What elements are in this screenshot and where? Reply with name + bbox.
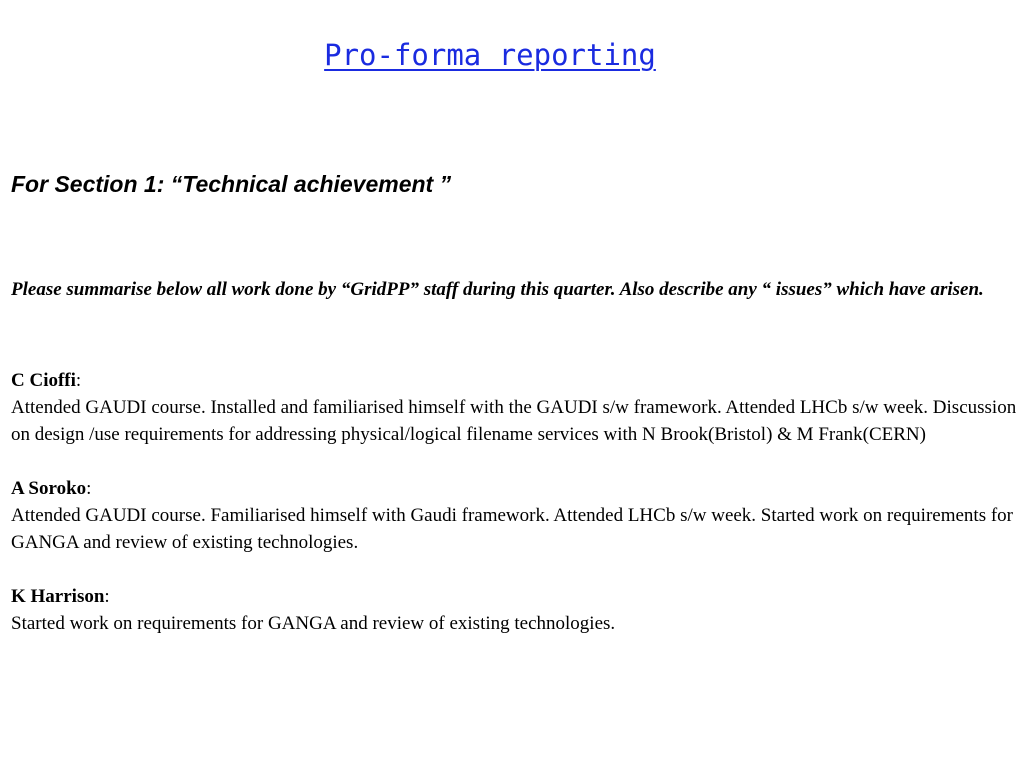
staff-name-separator: :: [75, 370, 82, 391]
staff-name-separator: :: [104, 586, 110, 607]
staff-entries: [11, 367, 1019, 664]
staff-work-summary: Attended GAUDI course. Familiarised himself with Gaudi framework. Attended LHCb s/w week. Started work on requirements for GANGA and review of existing technologies.: [11, 505, 1014, 553]
staff-name: C Cioffi: [11, 370, 76, 391]
staff-entry-cioffi: [11, 367, 1019, 448]
instructions-text: Please summarise below all work done by “GridPP” staff during this quarter. Also describe any “ issues” which have arisen.: [11, 279, 984, 300]
staff-work-summary: Attended GAUDI course. Installed and familiarised himself with the GAUDI s/w framework. Attended LHCb s/w week. Discussion on design /use requirements for addressing physical/logical filename services with N Brook(Bristol) & M Frank(CERN): [11, 397, 1017, 445]
staff-name: A Soroko: [11, 478, 87, 499]
section-heading: For Section 1: “Technical achievement ”: [11, 171, 452, 197]
staff-name: K Harrison: [11, 586, 105, 607]
staff-work-summary: Started work on requirements for GANGA and review of existing technologies.: [11, 613, 616, 634]
staff-entry-soroko: [11, 475, 1019, 556]
staff-name-separator: :: [86, 478, 92, 499]
staff-entry-harrison: [11, 583, 1019, 637]
page-title: Pro-forma reporting: [324, 38, 656, 72]
